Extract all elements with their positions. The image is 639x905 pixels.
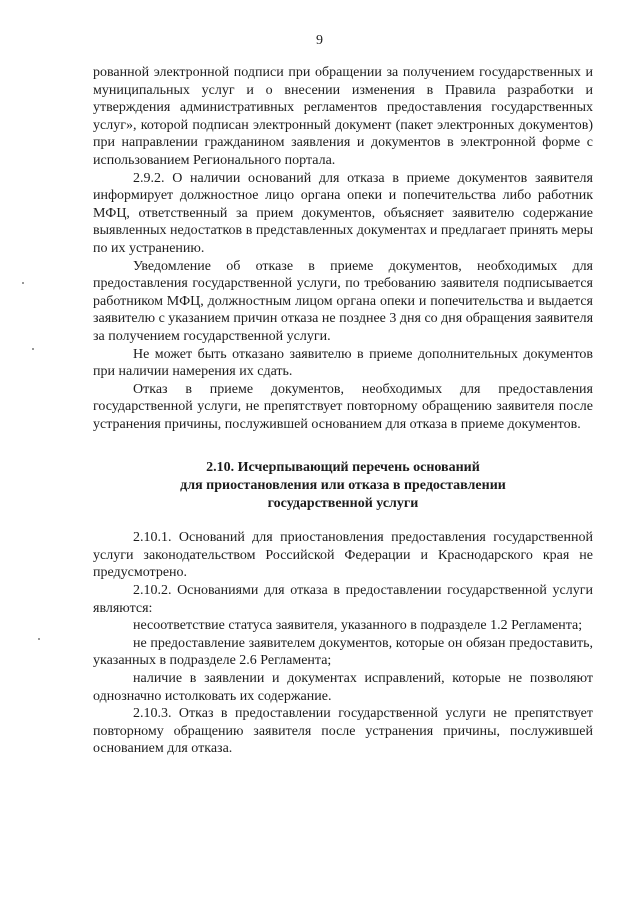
paragraph-2-10-1: 2.10.1. Оснований для приостановления предоставления государственной услуги законодательством Российской Федерации и Краснодарского края не предусмотрено. bbox=[93, 530, 593, 581]
paragraph-2-10-2: 2.10.2. Основаниями для отказа в предоставлении государственной услуги являются: bbox=[93, 583, 593, 616]
heading-line-2: для приостановления или отказа в предоставлении bbox=[180, 478, 506, 494]
scan-speck bbox=[32, 348, 34, 350]
heading-line-3: государственной услуги bbox=[267, 495, 419, 511]
scan-speck bbox=[22, 282, 24, 284]
scan-speck bbox=[38, 638, 40, 640]
list-item-status-mismatch: несоответствие статуса заявителя, указанного в подразделе 1.2 Регламента; bbox=[133, 618, 583, 634]
paragraph-2-10-3: 2.10.3. Отказ в предоставлении государственной услуги не препятствует повторному обращению заявителя после устранения причины, послужившей основанием для отказа. bbox=[93, 706, 593, 757]
heading-line-1: 2.10. Исчерпывающий перечень оснований bbox=[206, 460, 480, 476]
paragraph-refusal-notice: Уведомление об отказе в приеме документов, необходимых для предоставления государственной услуги, по требованию заявителя подписывается работником МФЦ, должностным лицом органа опеки и попечительства и выдается заявителю с указанием причин отказа не позднее 3 дня со дня обращения заявителя за получением государственной услуги. bbox=[93, 258, 594, 344]
paragraph-continuation: рованной электронной подписи при обращении за получением государственных и муниципальных услуг и о внесении изменения в Правила разработки и утверждения административных регламентов предоставления государственных услуг», которой подписан электронный документ (пакет электронных документов) при направлении гражданином заявления и документов в электронной форме с использованием Регионального портала. bbox=[93, 65, 593, 168]
paragraph-2-9-2: 2.9.2. О наличии оснований для отказа в приеме документов заявителя информирует должностное лицо органа опеки и попечительства либо работник МФЦ, ответственный за прием документов, объясняет заявителю содержание выявленных недостатков в представленных документах и предлагает принять меры по их устранению. bbox=[93, 170, 593, 256]
list-item-corrections: наличие в заявлении и документах исправлений, которые не позволяют однозначно истолковать их содержание. bbox=[93, 671, 593, 704]
paragraph-additional-documents: Не может быть отказано заявителю в приеме дополнительных документов при наличии намерения их сдать. bbox=[93, 346, 593, 380]
page-number: 9 bbox=[316, 33, 323, 48]
list-item-missing-documents: не предоставление заявителем документов, которые он обязан предоставить, указанных в подразделе 2.6 Регламента; bbox=[93, 635, 593, 669]
section-heading-2-10 bbox=[93, 459, 593, 512]
paragraph-repeat-application: Отказ в приеме документов, необходимых для предоставления государственной услуги, не препятствует повторному обращению заявителя после устранения причины, послужившей основанием для отказа в приеме документов. bbox=[93, 381, 593, 432]
document-body bbox=[93, 64, 593, 758]
